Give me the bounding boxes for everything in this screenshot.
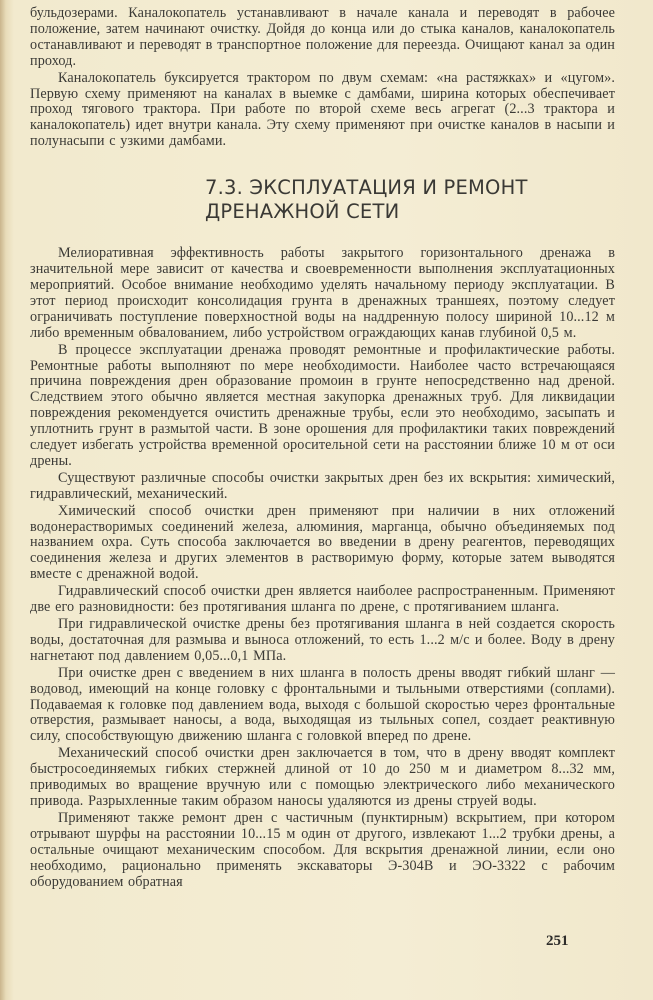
paragraph-continuation: бульдозерами. Каналокопатель устанавливают в начале канала и переводят в рабочее положение, затем начинают очистку. Дойдя до конца или до стыка каналов, каналокопатель останавливают и переводят в транспортное положение для переезда. Очищают канал за один проход. [30, 5, 615, 69]
paragraph-efficiency: Мелиоративная эффективность работы закрытого горизонтального дренажа в значительной мере зависит от качества и своевременности выполнения эксплуатационных мероприятий. Особое внимание необходимо уделять начальному периоду эксплуатации. В этот период происходит консолидация грунта в дренажных траншеях, поэтому следует ограничивать поступление поверхностной воды на наддренную полосу шириной 10...12 м либо временным обвалованием, либо устройством ограждающих канав глубиной 0,5 м. [30, 245, 615, 341]
paragraph-hydraulic-with-hose: При очистке дрен с введением в них шланга в полость дрены вводят гибкий шланг — водовод, имеющий на конце головку с фронтальными и тыльными отверстиями (соплами). Подаваемая к головке под давлением вода, выходя с большой скоростью через фронтальные отверстия, размывает наносы, а вода, выходящая из тыльных сопел, создает реактивную силу, способствующую движению шланга с головкой вперед по дрене. [30, 664, 615, 745]
paragraph-repair-work: В процессе эксплуатации дренажа проводят ремонтные и профилактические работы. Ремонтные работы выполняют по мере необходимости. Наиболее часто встречающаяся причина повреждения дрен образование промоин в грунте непосредственно над дреной. Следствием этого обычно является местная закупорка дренажных труб. Для ликвидации повреждения рекомендуется очистить дренажные трубы, если это необходимо, засыпать и уплотнить грунт в размытой части. В зоне орошения для профилактики таких повреждений следует избегать устройства временной оросительной сети на расстоянии ближе 10 м от оси дрены. [30, 341, 615, 469]
section-heading-line-2: ДРЕНАЖНОЙ СЕТИ [205, 200, 400, 224]
page-number: 251 [546, 933, 569, 949]
paragraph-partial-opening: Применяют также ремонт дрен с частичным (пунктирным) вскрытием, при котором отрывают шурфы на расстоянии 10...15 м один от другого, извлекают 1...2 трубки дрены, а остальные очищают механическим способом. Для вскрытия дренажной линии, если оно необходимо, рационально применять экскаваторы Э-304В и ЭО-3322 с рабочим оборудованием обратная [30, 809, 615, 890]
paragraph-hydraulic-no-hose: При гидравлической очистке дрены без протягивания шланга в ней создается скорость воды, достаточная для размыва и выноса отложений, то есть 1...2 м/с и более. Воду в дрену нагнетают под давлением 0,05...0,1 МПа. [30, 616, 615, 664]
paragraph-mechanical-method: Механический способ очистки дрен заключается в том, что в дрену вводят комплект быстросоединяемых гибких стержней длиной от 10 до 250 м и диаметром 8...32 мм, приводимых во вращение вручную или с помощью электрического либо механического привода. Разрыхленные таким образом наносы удаляются из дрены струей воды. [30, 745, 615, 809]
book-page [30, 6, 615, 890]
paragraph-hydraulic-method: Гидравлический способ очистки дрен является наиболее распространенным. Применяют две его разновидности: без протягивания шланга по дрене, с протягиванием шланга. [30, 583, 615, 616]
paragraph-cleaning-methods: Существуют различные способы очистки закрытых дрен без их вскрытия: химический, гидравлический, механический. [30, 469, 615, 502]
paragraph-towing-schemes: Каналокопатель буксируется трактором по двум схемам: «на растяжках» и «цугом». Первую схему применяют на каналах в выемке с дамбами, ширина которых обеспечивает проход тягового трактора. При работе по второй схеме весь агрегат (2...3 трактора и каналокопатель) идет внутри канала. Эту схему применяют при очистке каналов в насыпи и полунасыпи с узкими дамбами. [30, 69, 615, 150]
paragraph-chemical-method: Химический способ очистки дрен применяют при наличии в них отложений водонерастворимых соединений железа, алюминия, марганца, обычно объединяемых под названием охра. Суть способа заключается во введении в дрену реагентов, переводящих соединения железа и других элементов в растворимую форму, которые затем выводятся вместе с дренажной водой. [30, 502, 615, 583]
section-heading-line-1: 7.3. ЭКСПЛУАТАЦИЯ И РЕМОНТ [205, 176, 528, 200]
section-heading [205, 176, 615, 224]
